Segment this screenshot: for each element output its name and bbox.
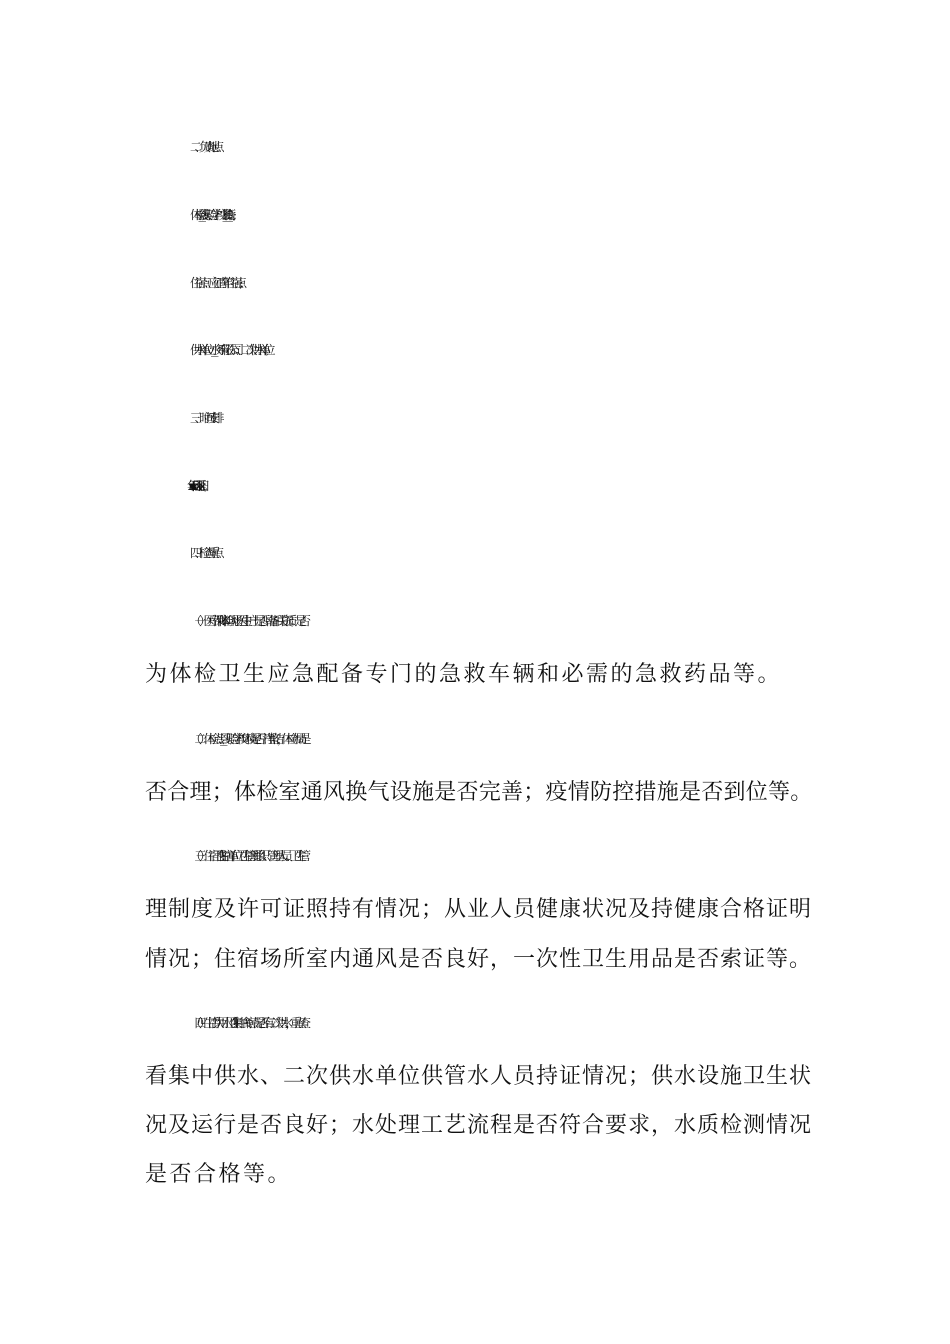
- paragraph-4-line-3: 况及运行是否良好；水处理工艺流程是否符合要求，水质检测情况: [145, 1113, 813, 1138]
- paragraph-3-line-2: 理制度及许可证照持有情况；从业人员健康状况及持健康合格证明: [145, 897, 813, 922]
- paragraph-4-line-2: 看集中供水、二次供水单位供管水人员持证情况；供水设施卫生状: [145, 1064, 813, 1089]
- section-heading-location: 二、负责地点: [190, 140, 218, 154]
- paragraph-1-line-2: 为体检卫生应急配备专门的急救车辆和必需的急救药品等。: [145, 662, 783, 687]
- paragraph-3-line-1: （三）住宿卫生:住宿单位卫生管理组织、管理人员、卫生管: [190, 849, 304, 863]
- paragraph-2-line-1: （二）体检点：__县实验学校环境是否干净整洁，体检布局是: [190, 732, 305, 746]
- paragraph-1-line-1: （一）医疗保障:体检现场医生护士是否具备相关资质；是否: [190, 614, 304, 628]
- text-line-lodging-site: 住宿点：应征青年住宿点;: [190, 276, 237, 290]
- section-heading-schedule: 三、时间安排: [190, 411, 218, 425]
- paragraph-4-line-1: （四）生活饮用水卫生:集中食宿点是否有二次供水，重点查: [190, 1016, 304, 1030]
- paragraph-3-line-3: 情况；住宿场所室内通风是否良好，一次性卫生用品是否索证等。: [145, 947, 813, 972]
- section-heading-focus: 四、检查重点: [190, 546, 218, 560]
- text-line-water-supplier: 供水单位：__水务有限公司、二次供水单位 。: [190, 343, 269, 357]
- paragraph-2-line-2: 否合理；体检室通风换气设施是否完善；疫情防控措施是否到位等。: [145, 780, 813, 805]
- paragraph-4-line-4: 是否合格等。: [145, 1162, 293, 1187]
- text-line-exam-site: 体检点:__县实验学校（__县__镇__街）;: [190, 208, 230, 222]
- text-line-dates: xxxx年x月 xx日至 x月x日。: [190, 479, 208, 493]
